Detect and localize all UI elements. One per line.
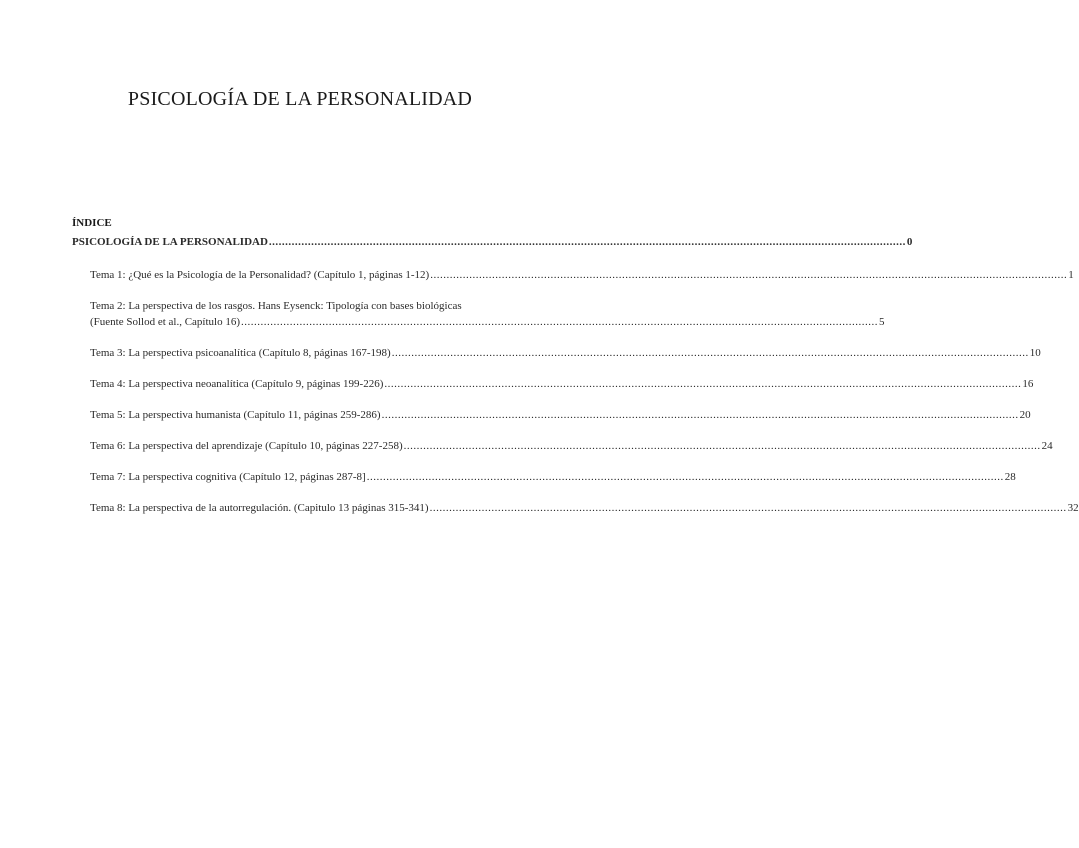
toc-entry-page: 24 bbox=[1041, 440, 1053, 452]
toc-entry-label-line1: Tema 2: La perspectiva de los rasgos. Hans Eysenck: Tipología con bases biológicas bbox=[90, 300, 462, 312]
toc-entry-page: 20 bbox=[1019, 409, 1031, 421]
toc-entry-label: Tema 8: La perspectiva de la autorregulación. (Capitulo 13 páginas 315-341) bbox=[90, 502, 429, 514]
toc-leader bbox=[241, 314, 878, 330]
toc-entry-page: 32 bbox=[1067, 502, 1079, 514]
toc-entry-label: Tema 7: La perspectiva cognitiva (Capítulo 12, páginas 287-8] bbox=[90, 471, 366, 483]
toc-leader bbox=[430, 500, 1067, 516]
toc-leader bbox=[269, 234, 906, 250]
toc-entry-tema-7[interactable] bbox=[90, 469, 1016, 485]
toc-entry-tema-8[interactable] bbox=[90, 500, 1079, 516]
toc-entry-page: 5 bbox=[879, 316, 885, 328]
toc-entry-page: 16 bbox=[1022, 378, 1034, 390]
toc-leader bbox=[384, 376, 1021, 392]
toc-entry-tema-1[interactable] bbox=[90, 267, 1074, 283]
toc-main-entry-label: PSICOLOGÍA DE LA PERSONALIDAD bbox=[72, 236, 268, 248]
toc-entry-tema-2[interactable] bbox=[90, 298, 885, 330]
toc-entry-label-line2: (Fuente Sollod et al., Capítulo 16) bbox=[90, 316, 241, 328]
toc-entry-label: Tema 6: La perspectiva del aprendizaje (Capítulo 10, páginas 227-258) bbox=[90, 440, 403, 452]
document-title: PSICOLOGÍA DE LA PERSONALIDAD bbox=[127, 88, 473, 110]
toc-entry-tema-5[interactable] bbox=[90, 407, 1031, 423]
toc-entry-label: Tema 1: ¿Qué es la Psicología de la Personalidad? (Capítulo 1, páginas 1-12) bbox=[90, 269, 430, 281]
toc-leader bbox=[382, 407, 1019, 423]
toc-entry-label: Tema 4: La perspectiva neoanalítica (Capítulo 9, páginas 199-226) bbox=[90, 378, 384, 390]
toc-leader bbox=[367, 469, 1004, 485]
toc-main-entry[interactable] bbox=[72, 234, 913, 250]
toc-entry-label: Tema 3: La perspectiva psicoanalítica (Capítulo 8, páginas 167-198) bbox=[90, 347, 391, 359]
toc-entry-label: Tema 5: La perspectiva humanista (Capítulo 11, páginas 259-286) bbox=[90, 409, 381, 421]
toc-entry-tema-4[interactable] bbox=[90, 376, 1034, 392]
toc-heading: ÍNDICE bbox=[72, 217, 112, 229]
toc-entry-page: 28 bbox=[1004, 471, 1016, 483]
toc-entry-tema-6[interactable] bbox=[90, 438, 1053, 454]
toc-entry-tema-3[interactable] bbox=[90, 345, 1041, 361]
toc-leader bbox=[404, 438, 1041, 454]
toc-leader bbox=[392, 345, 1029, 361]
table-of-contents bbox=[72, 215, 1079, 516]
toc-entry-page: 1 bbox=[1068, 269, 1074, 281]
toc-leader bbox=[430, 267, 1067, 283]
toc-main-entry-page: 0 bbox=[906, 236, 913, 248]
toc-entry-page: 10 bbox=[1029, 347, 1041, 359]
